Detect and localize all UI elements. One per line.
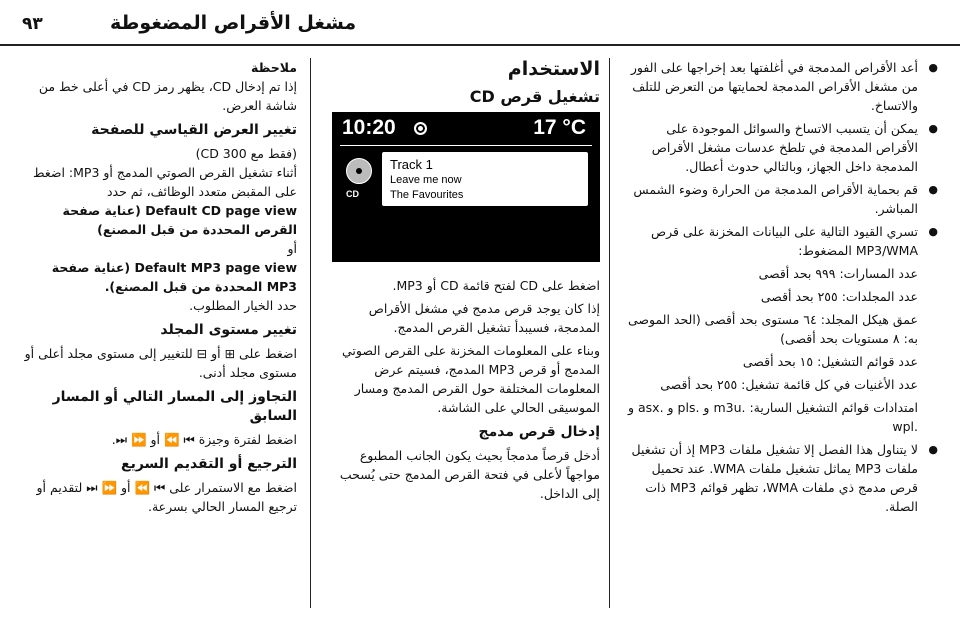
bullet-item: ● تسري القيود التالية على البيانات المخزنة على قرص MP3/WMA المضغوط:: [622, 222, 940, 260]
page-header: [0, 0, 960, 46]
left-column: [22, 58, 297, 520]
display-cd-label: CD: [346, 189, 359, 199]
limit-item: امتدادات قوائم التشغيل السارية: .m3u و .pls و .asx و .wpl: [627, 400, 918, 434]
paragraph: أدخل قرصاً مدمجاً بحيث يكون الجانب المطبوع مواجهاً لأعلى في فتحة القرص المدمج حتى يُسحب إلى الداخل.: [339, 448, 600, 501]
limit-item: عدد المجلدات: ٢٥٥ بحد أقصى: [760, 289, 918, 304]
bullet-item: ● أعد الأقراص المدمجة في أغلفتها بعد إخراجها على الفور من مشغل الأقراص المدمجة لحمايتها من التعرض للتلف والاتساخ.: [622, 58, 940, 115]
folder-heading: تغيير مستوى المجلد: [160, 322, 297, 338]
paragraph: إذا كان يوجد قرص مدمج في مشغل الأقراص المدمجة، فسيبدأ تشغيل القرص المدمج.: [368, 301, 600, 335]
cd-disc-icon: [346, 158, 372, 184]
display-divider: [340, 145, 592, 146]
paragraph: وبناء على المعلومات المخزنة على القرص الصوتي المدمج أو قرص MP3 المدمج، فسيتم عرض المعلومات المختلفة حول القرص المدمج ومسار الموسيقى الحالي على الشاشة.: [342, 343, 600, 415]
fast-forward-heading: الترجيع أو التقديم السريع: [121, 456, 297, 472]
skip-heading: التجاوز إلى المسار التالي أو المسار السابق: [52, 389, 297, 424]
note-title: ملاحظة: [251, 60, 297, 75]
section-heading: الاستخدام: [507, 58, 600, 80]
display-song-title: Leave me now: [390, 174, 462, 186]
paragraph: اضغط لفترة وجيزة ⏮ ⏪ أو ⏩ ⏭.: [111, 432, 297, 447]
record-dot-icon: [414, 122, 427, 135]
limit-item: عدد قوائم التشغيل: ١٥ بحد أقصى: [742, 354, 918, 369]
display-artist: The Favourites: [390, 189, 464, 201]
option-default-cd: Default CD page view (عناية صفحة القرص المحددة من قبل المصنع): [62, 203, 297, 237]
limit-item: عمق هيكل المجلد: ٦٤ مستوى بحد أقصى (الحد الموصى به: ٨ مستويات بحد أقصى): [627, 312, 918, 346]
paragraph: (فقط مع CD 300): [195, 146, 297, 161]
paragraph: اضغط على ⊞ أو ⊟ للتغيير إلى مستوى مجلد أعلى أو مستوى مجلد أدنى.: [24, 346, 297, 380]
page-view-heading: تغيير العرض القياسي للصفحة: [91, 122, 297, 138]
middle-column: [322, 58, 600, 507]
paragraph: حدد الخيار المطلوب.: [189, 298, 297, 313]
insert-cd-heading: إدخال قرص مدمج: [478, 424, 600, 440]
right-column: [622, 58, 940, 520]
note-text: إذا تم إدخال CD، يظهر رمز CD في أعلى خط من شاشة العرض.: [38, 79, 297, 113]
track-info-panel: [382, 152, 588, 206]
radio-display-illustration: [332, 112, 600, 262]
column-divider: [310, 58, 311, 608]
option-default-mp3: Default MP3 page view (عناية صفحة MP3 المحددة من قبل المصنع).: [51, 260, 297, 294]
paragraph: أثناء تشغيل القرص الصوتي المدمج أو MP3: اضغط على المقبض متعدد الوظائف، ثم حدد: [32, 165, 297, 199]
page-title: مشغل الأقراص المضغوطة: [110, 12, 357, 34]
limit-item: عدد المسارات: ٩٩٩ بحد أقصى: [758, 266, 918, 281]
paragraph: اضغط مع الاستمرار على ⏮ ⏪ أو ⏩ ⏭ لتقديم أو ترجيع المسار الحالي بسرعة.: [36, 480, 297, 514]
section-subheading: تشغيل قرص CD: [469, 87, 600, 106]
bullet-item: ● يمكن أن يتسبب الاتساخ والسوائل الموجودة على الأقراص المدمجة في تلطخ عدسات مشغل الأقراص المدمجة داخل الجهاز، وبالتالي حدوث أعطال.: [622, 119, 940, 176]
page-number: ٩٣: [22, 14, 43, 34]
display-time: 10:20: [342, 116, 396, 139]
limit-item: عدد الأغنيات في كل قائمة تشغيل: ٢٥٥ بحد أقصى: [660, 377, 918, 392]
bullet-item: ● لا يتناول هذا الفصل إلا تشغيل ملفات MP3 إذ أن تشغيل ملفات MP3 يماثل تشغيل ملفات WMA. عند تحميل قرص مدمج ذي ملفات WMA، تظهر قوائم MP3 ذات الصلة.: [622, 440, 940, 516]
column-divider: [609, 58, 610, 608]
paragraph: اضغط على CD لفتح قائمة CD أو MP3.: [392, 278, 600, 293]
paragraph: أو: [287, 241, 297, 256]
display-track: Track 1: [390, 157, 433, 172]
display-temperature: 17 °C: [533, 116, 586, 139]
bullet-item: ● قم بحماية الأقراص المدمجة من الحرارة وضوء الشمس المباشر.: [622, 180, 940, 218]
